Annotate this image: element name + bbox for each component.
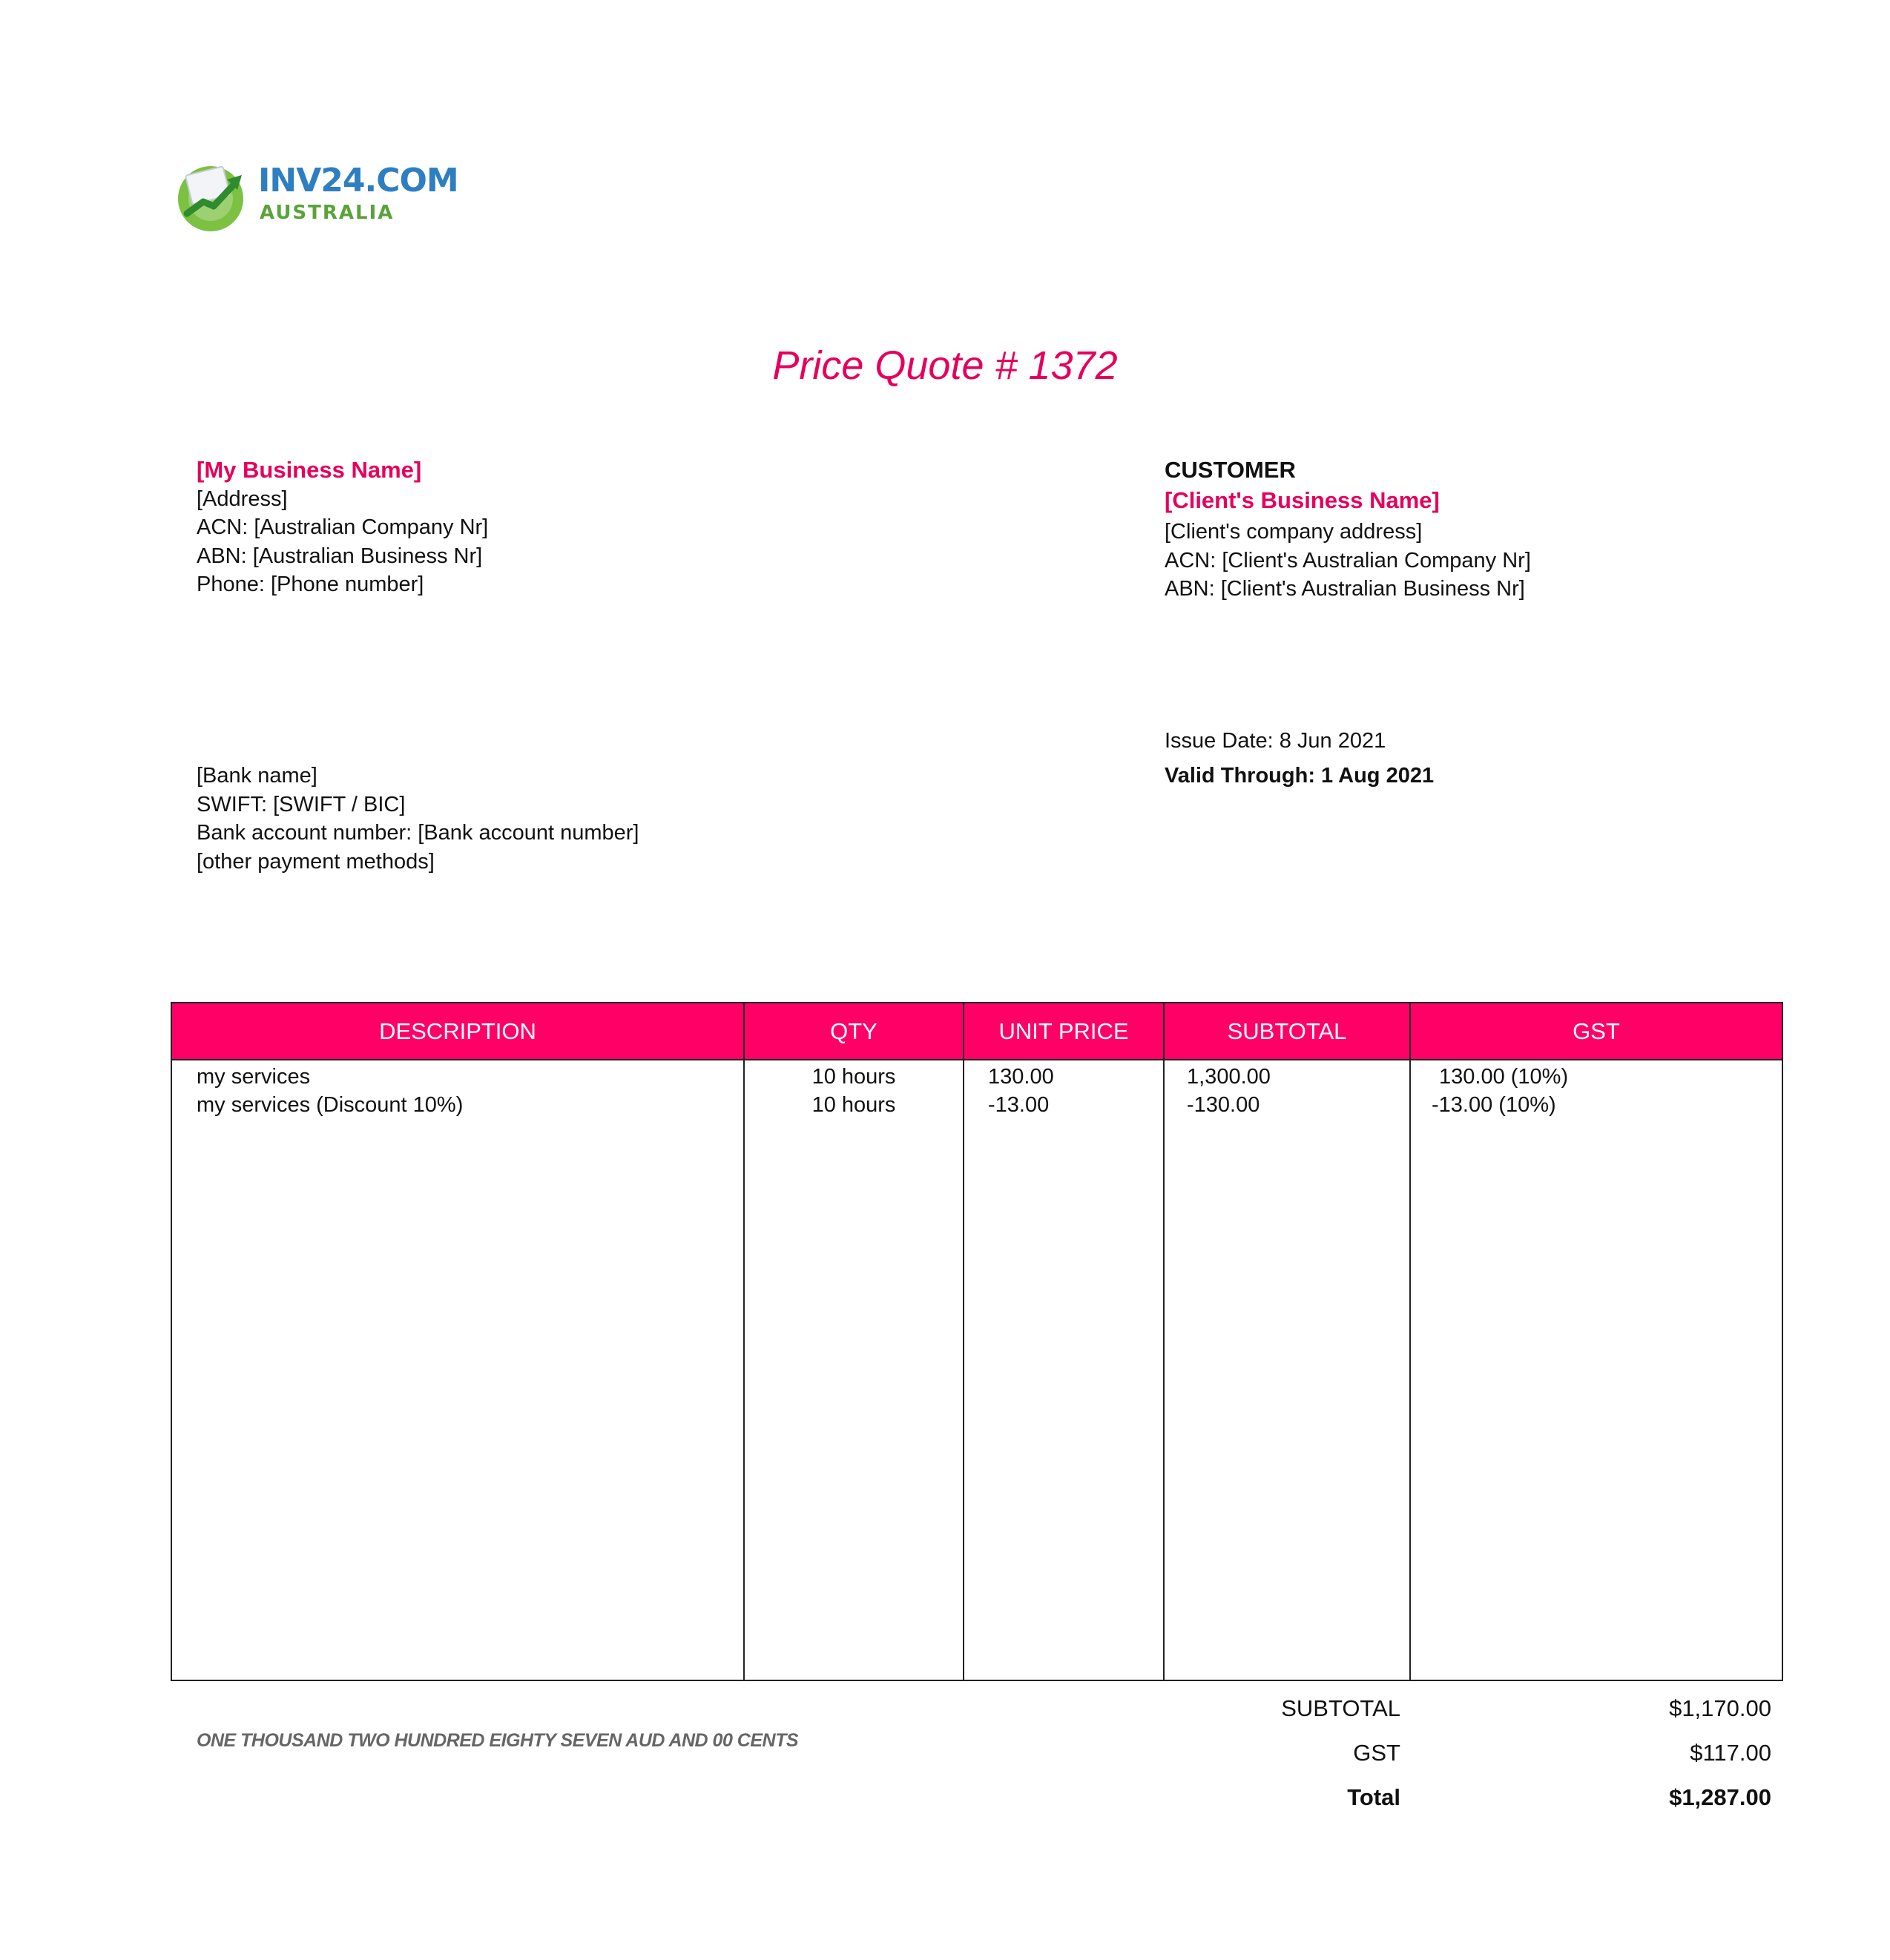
- subtotal-label: SUBTOTAL: [1281, 1695, 1400, 1721]
- gst-label: GST: [1353, 1740, 1400, 1766]
- row-2-subtotal: -130.00: [1187, 1093, 1260, 1117]
- customer-block: [1165, 456, 1531, 604]
- seller-block: [197, 456, 488, 599]
- dates-block: [1165, 727, 1434, 790]
- seller-name: [My Business Name]: [197, 457, 422, 483]
- header-description: DESCRIPTION: [379, 1018, 536, 1044]
- subtotal-value: $1,170.00: [1669, 1695, 1771, 1721]
- column-divider: [1163, 1003, 1165, 1680]
- amount-in-words: ONE THOUSAND TWO HUNDRED EIGHTY SEVEN AUD AND 00 CENTS: [197, 1730, 799, 1751]
- header-divider: [172, 1059, 1782, 1060]
- seller-acn: ACN: [Australian Company Nr]: [197, 515, 489, 539]
- seller-address: [Address]: [197, 486, 288, 511]
- bank-account-number: Bank account number: [Bank account number]: [197, 821, 639, 845]
- column-divider: [963, 1003, 964, 1680]
- bank-name: [Bank name]: [197, 764, 317, 788]
- row-2-unit-price: -13.00: [988, 1093, 1050, 1117]
- company-logo: [172, 159, 458, 233]
- row-2-description: my services (Discount 10%): [197, 1093, 464, 1117]
- header-subtotal: SUBTOTAL: [1227, 1018, 1347, 1044]
- customer-name: [Client's Business Name]: [1165, 486, 1440, 513]
- row-1-gst: 130.00 (10%): [1439, 1065, 1569, 1089]
- bank-details: [197, 762, 639, 876]
- column-divider: [1409, 1003, 1411, 1680]
- row-2-qty: 10 hours: [811, 1093, 896, 1117]
- header-gst: GST: [1573, 1018, 1620, 1044]
- header-qty: QTY: [830, 1018, 878, 1044]
- logo-name: INV24.COM: [258, 162, 458, 199]
- seller-abn: ABN: [Australian Business Nr]: [197, 544, 483, 568]
- issue-date: Issue Date: 8 Jun 2021: [1165, 729, 1386, 753]
- document-title: Price Quote # 1372: [772, 343, 1118, 388]
- customer-acn: ACN: [Client's Australian Company Nr]: [1165, 548, 1531, 573]
- row-1-subtotal: 1,300.00: [1187, 1065, 1271, 1089]
- customer-address: [Client's company address]: [1165, 520, 1423, 544]
- items-table: [171, 1002, 1783, 1681]
- header-unit-price: UNIT PRICE: [998, 1018, 1129, 1044]
- valid-through-date: Valid Through: 1 Aug 2021: [1165, 763, 1435, 788]
- total-value: $1,287.00: [1669, 1784, 1771, 1810]
- row-1-qty: 10 hours: [811, 1065, 896, 1089]
- total-label: Total: [1347, 1784, 1400, 1810]
- customer-abn: ABN: [Client's Australian Business Nr]: [1165, 577, 1525, 601]
- seller-phone: Phone: [Phone number]: [197, 573, 424, 596]
- row-1-description: my services: [197, 1065, 311, 1089]
- logo-emblem-icon: [172, 159, 254, 233]
- bank-swift: SWIFT: [SWIFT / BIC]: [197, 792, 406, 816]
- customer-heading: CUSTOMER: [1165, 457, 1296, 483]
- logo-country: AUSTRALIA: [260, 202, 395, 224]
- other-payment-methods: [other payment methods]: [197, 849, 435, 874]
- row-2-gst: -13.00 (10%): [1432, 1093, 1556, 1117]
- row-1-unit-price: 130.00: [988, 1065, 1054, 1089]
- gst-value: $117.00: [1690, 1740, 1771, 1766]
